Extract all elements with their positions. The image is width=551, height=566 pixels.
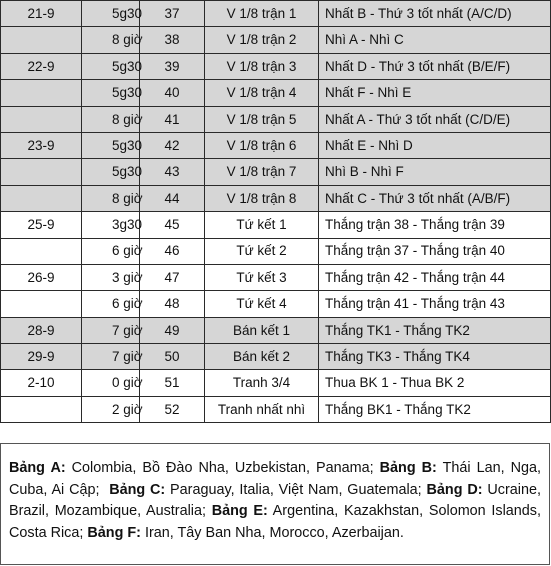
matchup-cell: Nhất B - Thứ 3 tốt nhất (A/C/D) xyxy=(319,1,551,27)
match-number-cell: 46 xyxy=(140,238,205,264)
round-cell: V 1/8 trận 5 xyxy=(205,106,319,132)
time-cell: 8 giờ xyxy=(82,185,140,211)
match-number-cell: 41 xyxy=(140,106,205,132)
matchup-cell: Nhất D - Thứ 3 tốt nhất (B/E/F) xyxy=(319,53,551,79)
table-row xyxy=(1,27,551,53)
matchup-cell: Thắng trận 41 - Thắng trận 43 xyxy=(319,291,551,317)
group-teams: Argentina, Kazakhstan, Solomon Islands, Costa Rica; xyxy=(9,503,545,542)
time-cell: 7 giờ xyxy=(82,344,140,370)
time-cell: 5g30 xyxy=(82,1,140,27)
date-cell: 2-10 xyxy=(1,370,82,396)
matchup-cell: Thắng trận 37 - Thắng trận 40 xyxy=(319,238,551,264)
date-cell: 22-9 xyxy=(1,53,82,79)
group-label: Bảng F: xyxy=(87,525,141,542)
round-cell: Tứ kết 4 xyxy=(205,291,319,317)
table-row xyxy=(1,317,551,343)
match-number-cell: 40 xyxy=(140,80,205,106)
date-cell: 21-9 xyxy=(1,1,82,27)
date-cell xyxy=(1,238,82,264)
round-cell: V 1/8 trận 8 xyxy=(205,185,319,211)
matchup-cell: Thắng BK1 - Thắng TK2 xyxy=(319,396,551,422)
date-cell xyxy=(1,159,82,185)
match-number-cell: 37 xyxy=(140,1,205,27)
time-cell: 7 giờ xyxy=(82,317,140,343)
date-cell xyxy=(1,106,82,132)
match-number-cell: 48 xyxy=(140,291,205,317)
group-label: Bảng D: xyxy=(426,481,483,498)
round-cell: Tứ kết 1 xyxy=(205,212,319,238)
time-cell: 8 giờ xyxy=(82,106,140,132)
matchup-cell: Nhất C - Thứ 3 tốt nhất (A/B/F) xyxy=(319,185,551,211)
time-cell: 0 giờ xyxy=(82,370,140,396)
group-teams: Iran, Tây Ban Nha, Morocco, Azerbaijan. xyxy=(140,525,404,542)
match-number-cell: 43 xyxy=(140,159,205,185)
table-row xyxy=(1,159,551,185)
matchup-cell: Thắng trận 42 - Thắng trận 44 xyxy=(319,264,551,290)
matchup-cell: Thua BK 1 - Thua BK 2 xyxy=(319,370,551,396)
schedule-body xyxy=(1,1,551,423)
table-row xyxy=(1,238,551,264)
match-number-cell: 39 xyxy=(140,53,205,79)
time-cell: 3 giờ xyxy=(82,264,140,290)
round-cell: Tranh nhất nhì xyxy=(205,396,319,422)
table-row xyxy=(1,80,551,106)
matchup-cell: Nhất F - Nhì E xyxy=(319,80,551,106)
table-row xyxy=(1,396,551,422)
round-cell: V 1/8 trận 2 xyxy=(205,27,319,53)
round-cell: V 1/8 trận 6 xyxy=(205,132,319,158)
date-cell: 23-9 xyxy=(1,132,82,158)
group-notes xyxy=(0,443,550,565)
time-cell: 6 giờ xyxy=(82,238,140,264)
date-cell xyxy=(1,185,82,211)
time-cell: 2 giờ xyxy=(82,396,140,422)
round-cell: Tranh 3/4 xyxy=(205,370,319,396)
round-cell: Tứ kết 3 xyxy=(205,264,319,290)
match-number-cell: 51 xyxy=(140,370,205,396)
group-label: Bảng C: xyxy=(109,481,166,498)
date-cell: 28-9 xyxy=(1,317,82,343)
group-teams: Thái Lan, Nga, Cuba, Ai Cập; xyxy=(9,460,545,498)
round-cell: V 1/8 trận 4 xyxy=(205,80,319,106)
group-label: Bảng E: xyxy=(211,503,268,520)
matchup-cell: Thắng TK1 - Thắng TK2 xyxy=(319,317,551,343)
time-cell: 6 giờ xyxy=(82,291,140,317)
table-row xyxy=(1,53,551,79)
round-cell: Tứ kết 2 xyxy=(205,238,319,264)
match-number-cell: 50 xyxy=(140,344,205,370)
date-cell: 25-9 xyxy=(1,212,82,238)
table-row xyxy=(1,185,551,211)
table-row xyxy=(1,344,551,370)
date-cell: 26-9 xyxy=(1,264,82,290)
match-number-cell: 42 xyxy=(140,132,205,158)
group-label: Bảng A: xyxy=(9,460,66,476)
round-cell: V 1/8 trận 3 xyxy=(205,53,319,79)
table-row xyxy=(1,1,551,27)
round-cell: V 1/8 trận 1 xyxy=(205,1,319,27)
time-cell: 5g30 xyxy=(82,132,140,158)
date-cell xyxy=(1,27,82,53)
time-cell: 5g30 xyxy=(82,159,140,185)
table-row xyxy=(1,291,551,317)
matchup-cell: Nhất A - Thứ 3 tốt nhất (C/D/E) xyxy=(319,106,551,132)
match-number-cell: 47 xyxy=(140,264,205,290)
round-cell: V 1/8 trận 7 xyxy=(205,159,319,185)
table-row xyxy=(1,132,551,158)
round-cell: Bán kết 2 xyxy=(205,344,319,370)
time-cell: 3g30 xyxy=(82,212,140,238)
date-cell: 29-9 xyxy=(1,344,82,370)
round-cell: Bán kết 1 xyxy=(205,317,319,343)
time-cell: 5g30 xyxy=(82,80,140,106)
matchup-cell: Thắng TK3 - Thắng TK4 xyxy=(319,344,551,370)
table-row xyxy=(1,212,551,238)
match-number-cell: 44 xyxy=(140,185,205,211)
group-teams: Ucraine, Brazil, Mozambique, Australia; xyxy=(9,481,545,520)
match-number-cell: 52 xyxy=(140,396,205,422)
matchup-cell: Nhì B - Nhì F xyxy=(319,159,551,185)
group-teams: Paraguay, Italia, Việt Nam, Guatemala; xyxy=(165,481,427,498)
date-cell xyxy=(1,291,82,317)
table-row xyxy=(1,264,551,290)
time-cell: 8 giờ xyxy=(82,27,140,53)
matchup-cell: Thắng trận 38 - Thắng trận 39 xyxy=(319,212,551,238)
matchup-cell: Nhất E - Nhì D xyxy=(319,132,551,158)
match-number-cell: 49 xyxy=(140,317,205,343)
match-number-cell: 38 xyxy=(140,27,205,53)
table-row xyxy=(1,106,551,132)
group-label: Bảng B: xyxy=(379,460,437,476)
matchup-cell: Nhì A - Nhì C xyxy=(319,27,551,53)
date-cell xyxy=(1,80,82,106)
date-cell xyxy=(1,396,82,422)
group-teams: Colombia, Bồ Đào Nha, Uzbekistan, Panama; xyxy=(65,460,380,476)
match-number-cell: 45 xyxy=(140,212,205,238)
table-row xyxy=(1,370,551,396)
time-cell: 5g30 xyxy=(82,53,140,79)
